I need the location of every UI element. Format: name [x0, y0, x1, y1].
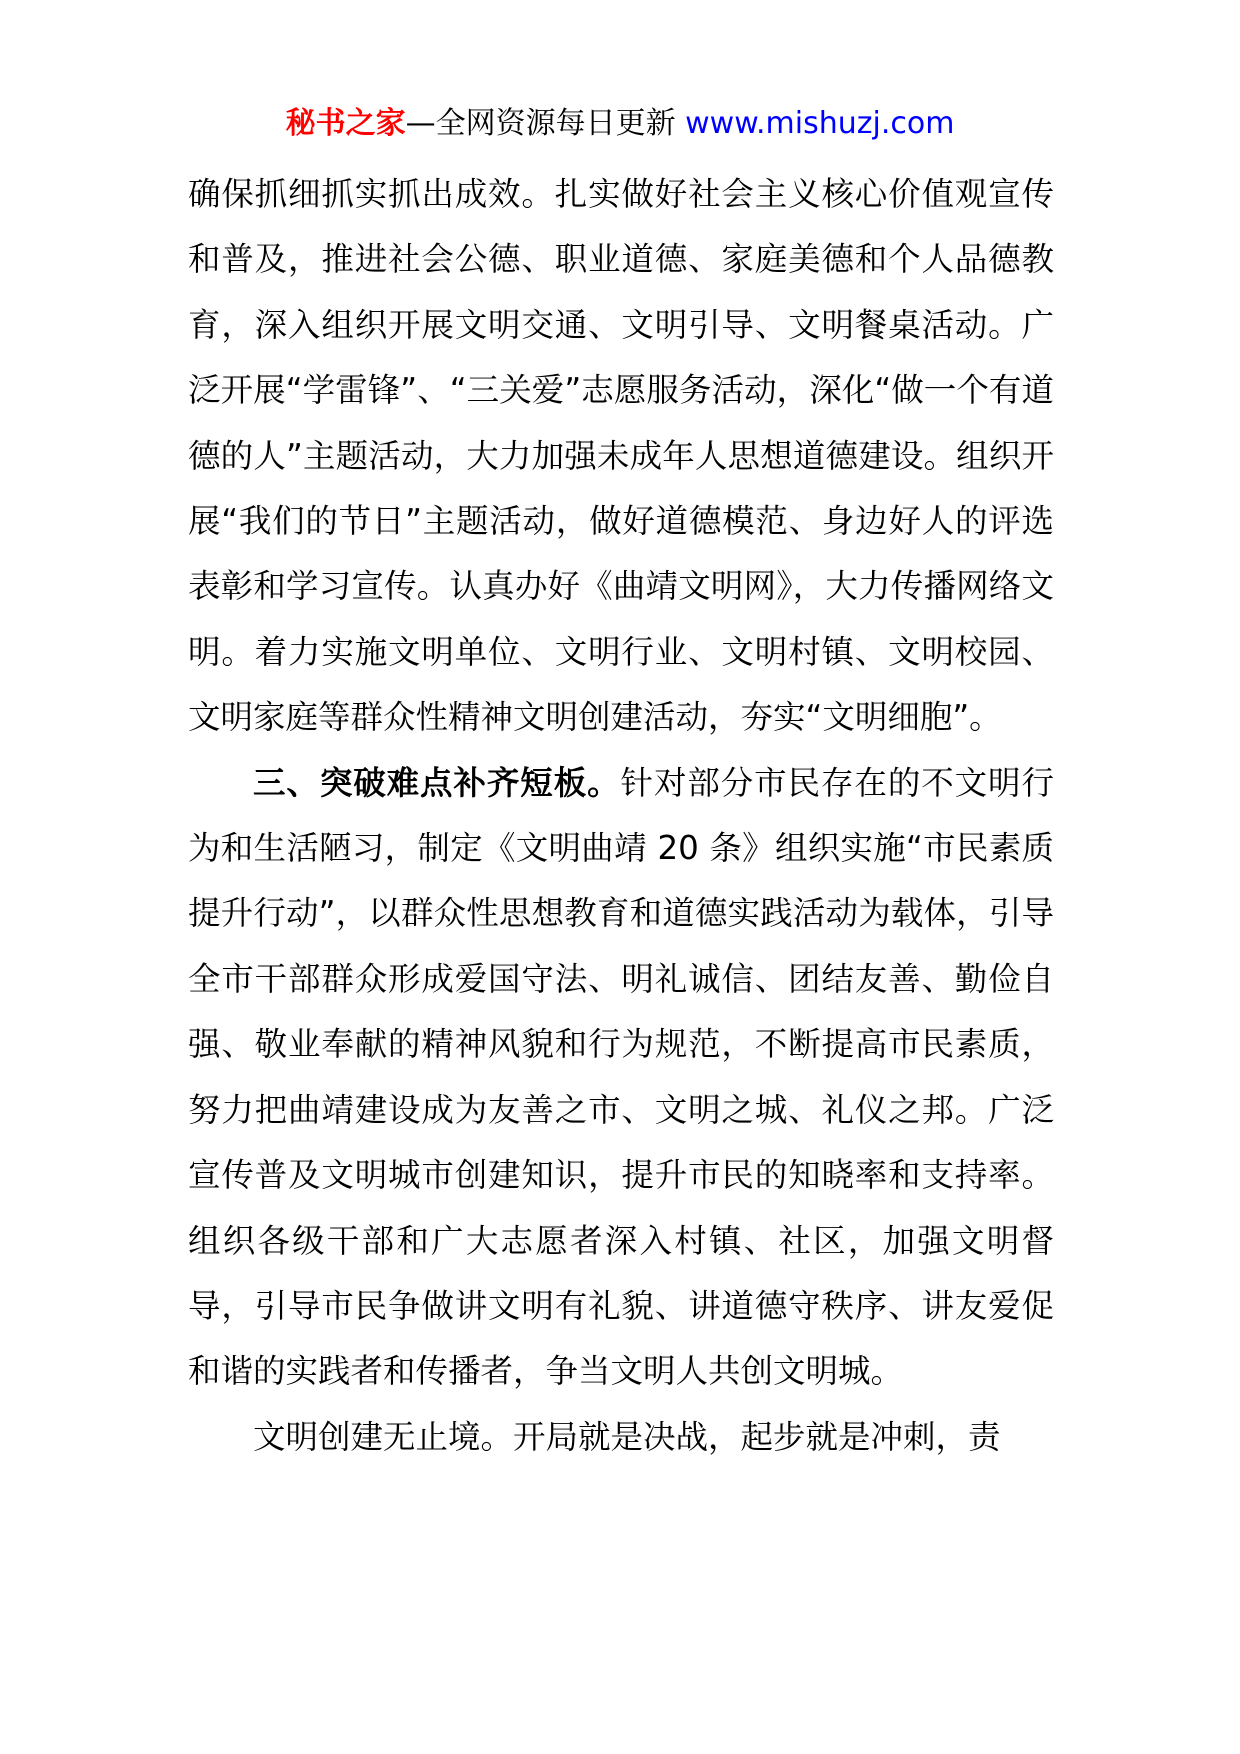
paragraph-1: [188, 162, 1054, 751]
document-body: [188, 162, 1054, 1470]
paragraph-1-text: 确保抓细抓实抓出成效。扎实做好社会主义核心价值观宣传和普及，推进社会公德、职业道德、家庭美德和个人品德教育，深入组织开展文明交通、文明引导、文明餐桌活动。广泛开展“学雷锋”、“三关爱”志愿服务活动，深化“做一个有道德的人”主题活动，大力加强未成年人思想道德建设。组织开展“我们的节日”主题活动，做好道德模范、身边好人的评选表彰和学习宣传。认真办好《曲靖文明网》，大力传播网络文明。着力实施文明单位、文明行业、文明村镇、文明校园、文明家庭等群众性精神文明创建活动，夯实“文明细胞”。: [188, 175, 1054, 737]
site-url[interactable]: www.mishuzj.com: [685, 106, 955, 141]
paragraph-2: [188, 751, 1054, 1405]
page-header: [0, 98, 1240, 150]
paragraph-2-text: 针对部分市民存在的不文明行为和生活陋习，制定《文明曲靖 20 条》组织实施“市民素质提升行动”，以群众性思想教育和道德实践活动为载体，引导全市干部群众形成爱国守法、明礼诚信、团结友善、勤俭自强、敬业奉献的精神风貌和行为规范，不断提高市民素质，努力把曲靖建设成为友善之市、文明之城、礼仪之邦。广泛宣传普及文明城市创建知识，提升市民的知晓率和支持率。组织各级干部和广大志愿者深入村镇、社区，加强文明督导，引导市民争做讲文明有礼貌、讲道德守秩序、讲友爱促和谐的实践者和传播者，争当文明人共创文明城。: [188, 763, 1054, 1391]
paragraph-3-text: 文明创建无止境。开局就是决战，起步就是冲刺，责: [253, 1417, 1001, 1456]
paragraph-3: [188, 1405, 1054, 1470]
site-brand: 秘书之家: [285, 106, 406, 141]
site-tagline: —全网资源每日更新: [405, 106, 676, 141]
section-heading: 三、突破难点补齐短板。: [253, 763, 621, 802]
